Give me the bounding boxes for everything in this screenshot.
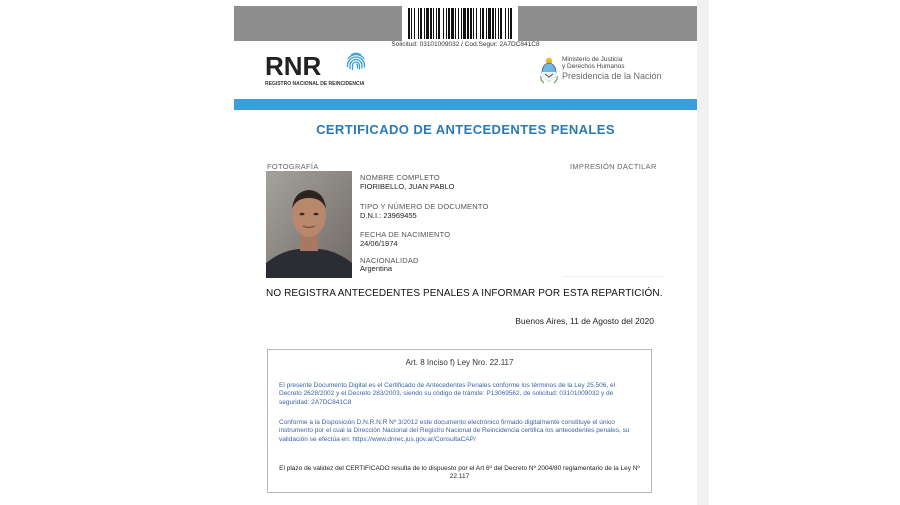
fingerprint-icon <box>345 52 367 76</box>
header-gray-bar-right <box>518 6 697 41</box>
rnr-logo-subtitle: REGISTRO NACIONAL DE REINCIDENCIA <box>265 81 365 87</box>
legal-paragraph-2: Conforme a la Disposición D.N.R.N.R Nº 3/2012 este documento electrónico firmado digitalmente constituye el único instrumento por el cual la Dirección Nacional del Registro Nacional de Reincidencia certifica los antecedentes penales, su validación se efectúa en: https://www.dnrec.jus.gov.ar/ConsultaCAP/ <box>279 419 630 443</box>
document-number-value: D.N.I.: 23969455 <box>360 211 417 220</box>
header-gray-bar-left <box>234 6 402 41</box>
legal-paragraph-1: El presente Documento Digital es el Certificado de Antecedentes Penales conforme los términos de la Ley 25.506, el Decreto 2628/2002 y el Decreto 283/2003, siendo su código de trámite: P13069562, de solicitud: 03101009032 y de seguridad: 2A7DC841C8 <box>279 382 616 406</box>
legal-footer: El plazo de validez del CERTIFICADO resulta de lo dispuesto por el Art 6º del Decreto Nº 2004/80 reglamentario de la Ley Nº 22.117 <box>279 465 640 481</box>
full-name-label: NOMBRE COMPLETO <box>360 173 440 182</box>
nationality-label: NACIONALIDAD <box>360 256 419 265</box>
ministry-name-line1: Ministerio de Justicia <box>562 56 623 63</box>
presidency-name: Presidencia de la Nación <box>562 71 662 81</box>
ministry-logo <box>539 56 694 86</box>
certificate-document <box>234 0 697 505</box>
photo-label: FOTOGRAFÍA <box>267 162 319 171</box>
birth-date-value: 24/06/1974 <box>360 239 398 248</box>
person-photo <box>266 171 352 278</box>
ministry-name-line2: y Derechos Humanos <box>562 63 625 70</box>
page-title: CERTIFICADO DE ANTECEDENTES PENALES <box>316 122 615 137</box>
rnr-logo-text: RNR <box>265 51 322 81</box>
national-coat-of-arms-icon <box>539 56 559 84</box>
place-and-date: Buenos Aires, 11 de Agosto del 2020 <box>515 316 654 326</box>
fingerprint-label: IMPRESIÓN DACTILAR <box>570 162 657 171</box>
document-type-label: TIPO Y NÚMERO DE DOCUMENTO <box>360 202 489 211</box>
header-blue-band <box>234 99 697 110</box>
request-code: Solicitud: 03101009032 / Cod.Segur: 2A7DC841C8 <box>391 41 540 48</box>
result-statement: NO REGISTRA ANTECEDENTES PENALES A INFORMAR POR ESTA REPARTICIÓN. <box>266 288 663 299</box>
barcode <box>404 6 516 41</box>
legal-heading: Art. 8 Inciso f) Ley Nro. 22.117 <box>405 358 514 367</box>
fingerprint-area <box>564 174 664 277</box>
nationality-value: Argentina <box>360 264 393 273</box>
birth-date-label: FECHA DE NACIMIENTO <box>360 230 451 239</box>
legal-notice-box <box>267 349 652 493</box>
rnr-logo <box>265 52 375 90</box>
full-name-value: FIORIBELLO, JUAN PABLO <box>360 182 455 191</box>
viewer-right-edge <box>697 0 709 505</box>
